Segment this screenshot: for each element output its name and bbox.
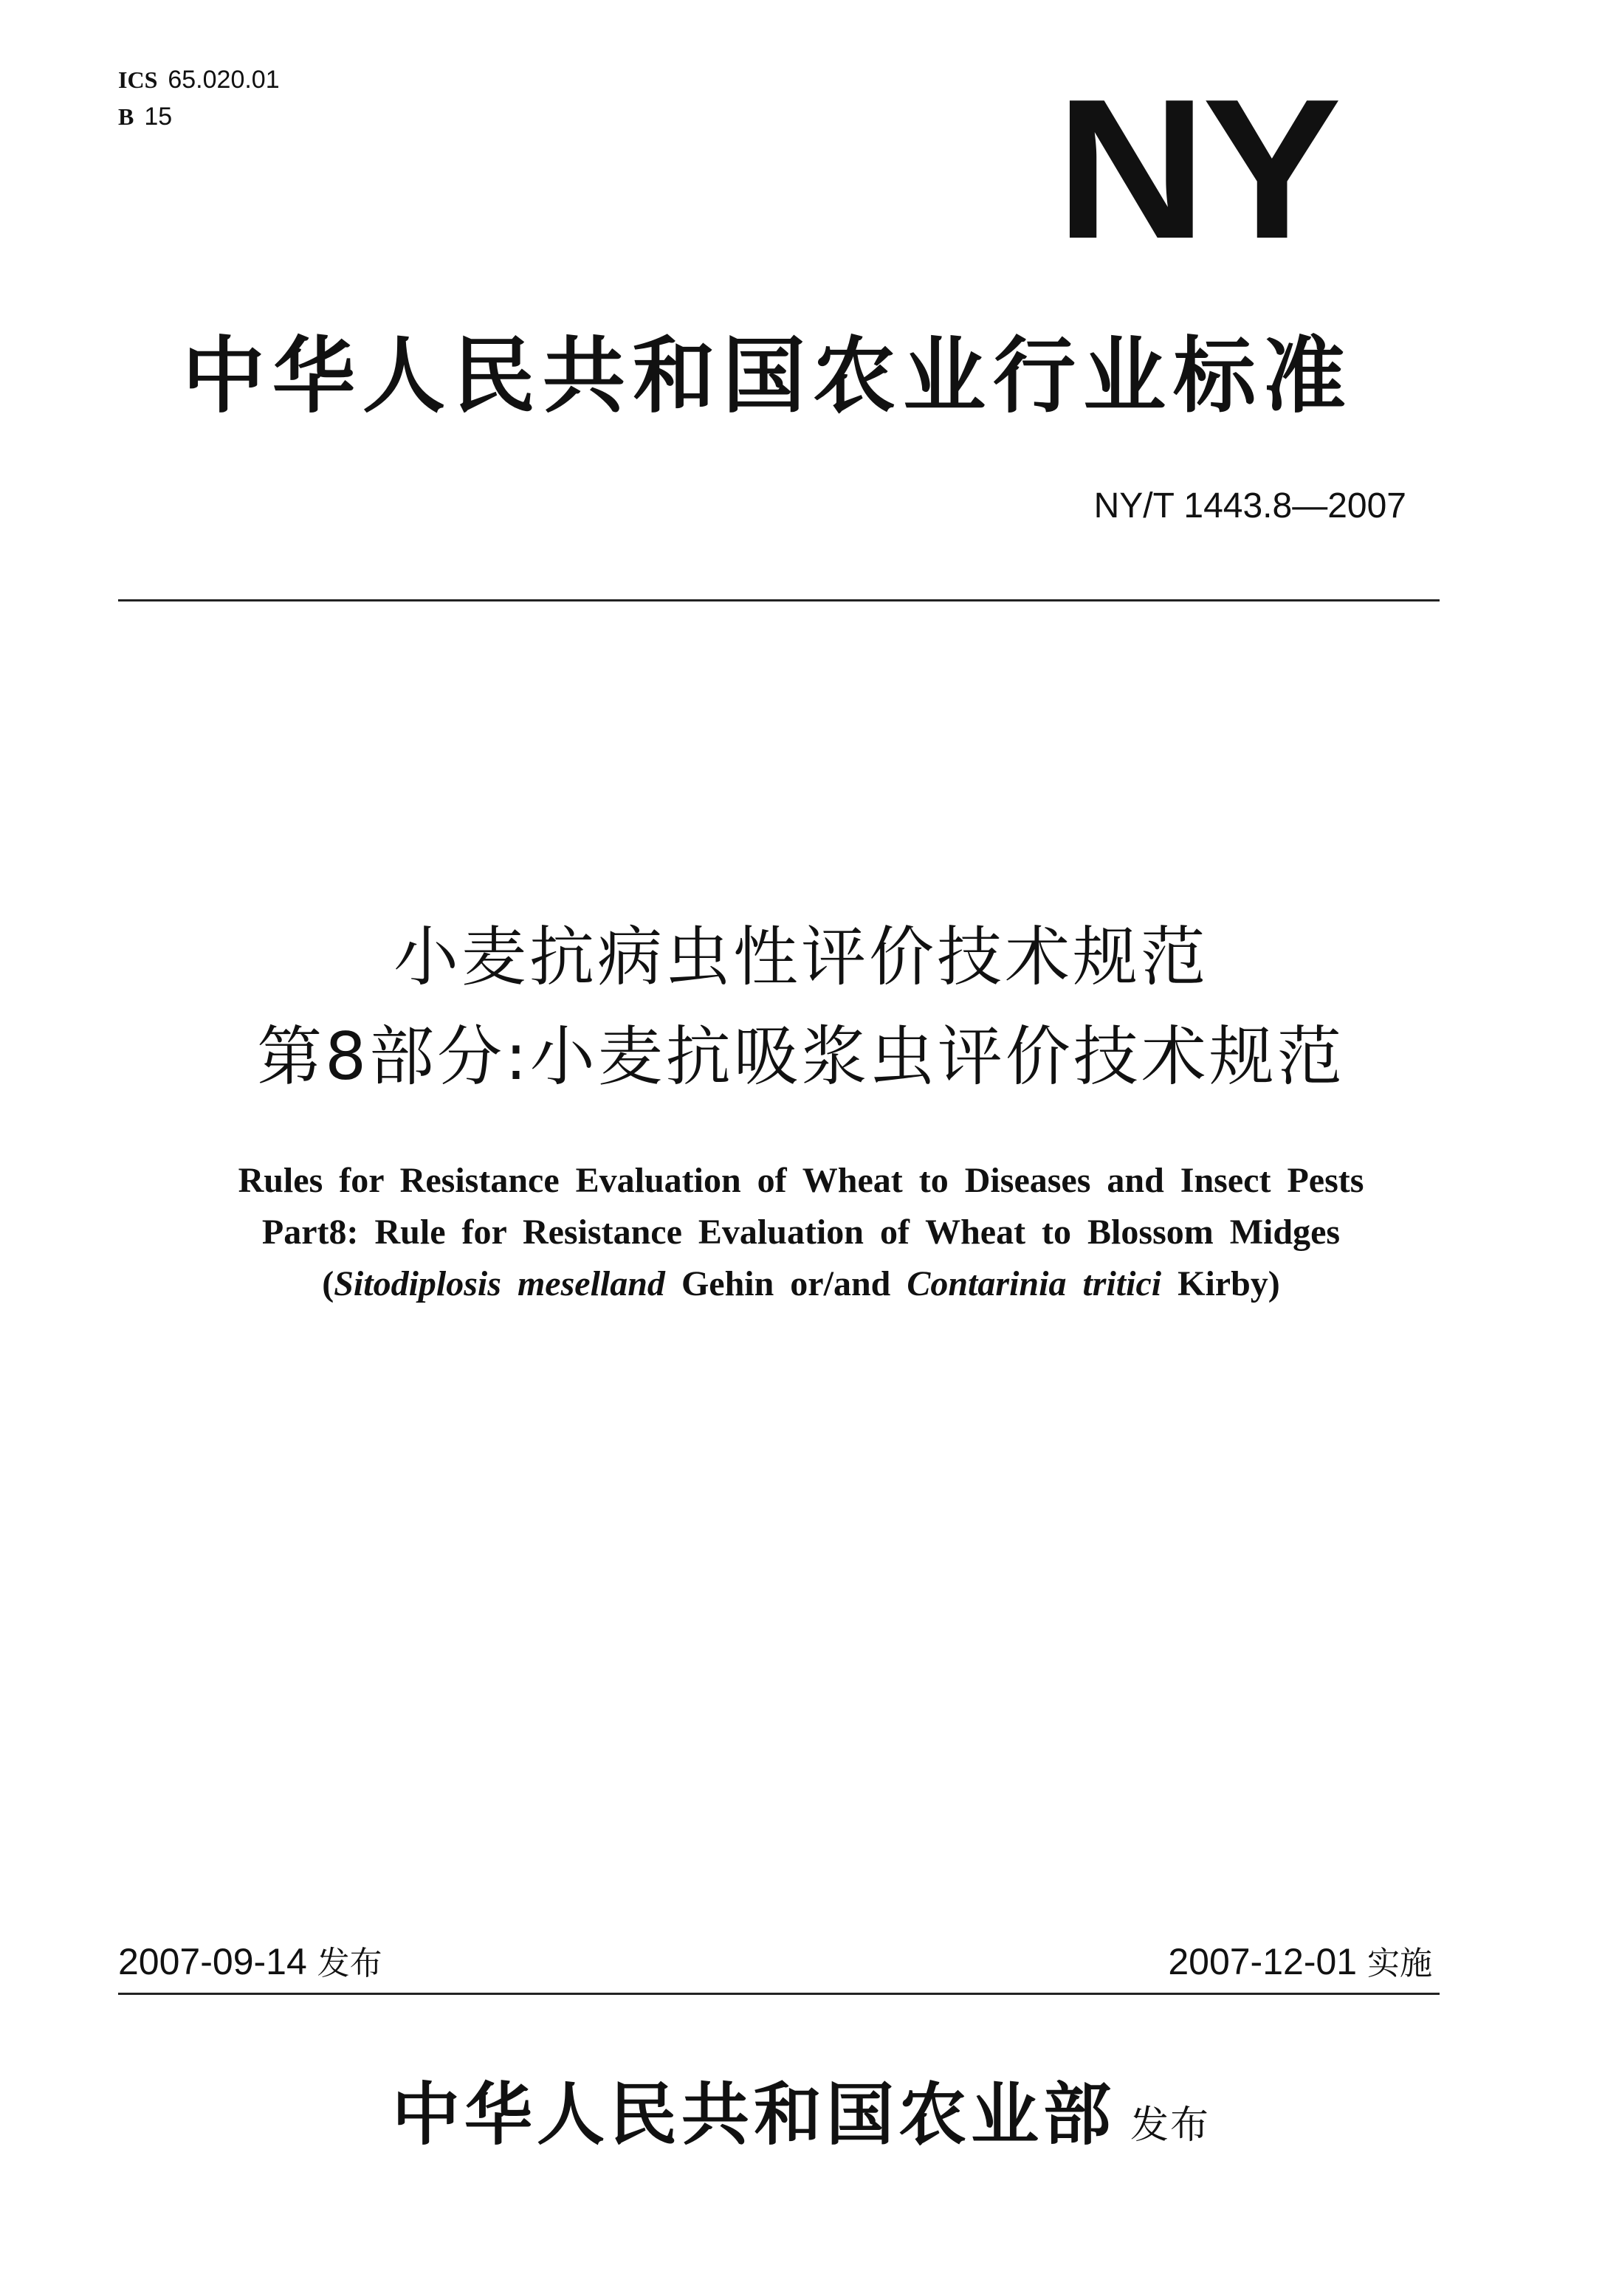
ics-label: ICS: [118, 66, 158, 93]
ccs-label: B: [118, 103, 134, 130]
ccs-code: 15: [144, 103, 173, 131]
publisher-line: [0, 2074, 1602, 2166]
ny-logo: NY: [1056, 58, 1338, 280]
title-zh-line1: 小麦抗病虫性评价技术规范: [393, 919, 1209, 995]
ccs-code-line: [118, 102, 172, 131]
implement-label: 实施: [1367, 1945, 1432, 1982]
ics-code: 65.020.01: [168, 66, 280, 94]
footer-divider: [118, 1993, 1440, 1995]
publisher-name: 中华人民共和国农业部: [391, 2075, 1115, 2154]
title-en-line3: [0, 1259, 1602, 1309]
title-en-line3-end: Kirby): [1161, 1264, 1280, 1303]
implement-date-block: [1168, 1940, 1432, 1986]
implement-date: 2007-12-01: [1168, 1941, 1358, 1982]
species-name-1: Sitodiplosis meselland: [334, 1264, 665, 1303]
paren-open: (: [322, 1264, 334, 1303]
title-en-line3-mid: Gehin or/and: [664, 1264, 907, 1303]
title-en-line1: Rules for Resistance Evaluation of Wheat to Diseases and Insect Pests: [238, 1161, 1364, 1200]
publisher-suffix: 发布: [1130, 2103, 1211, 2148]
standard-number: NY/T 1443.8—2007: [1093, 486, 1406, 525]
title-zh-line2: 第8部分:小麦抗吸浆虫评价技术规范: [257, 1018, 1345, 1094]
issue-label: 发布: [317, 1945, 382, 1982]
organization-title: 中华人民共和国农业行业标准: [182, 328, 1353, 424]
ics-code-line: [118, 65, 280, 94]
issue-date: 2007-09-14: [118, 1941, 307, 1982]
header-divider: [118, 599, 1440, 601]
species-name-2: Contarinia tritici: [907, 1264, 1162, 1303]
issue-date-block: [118, 1940, 382, 1986]
title-en-line2: Part8: Rule for Resistance Evaluation of Wheat to Blossom Midges: [261, 1213, 1341, 1252]
